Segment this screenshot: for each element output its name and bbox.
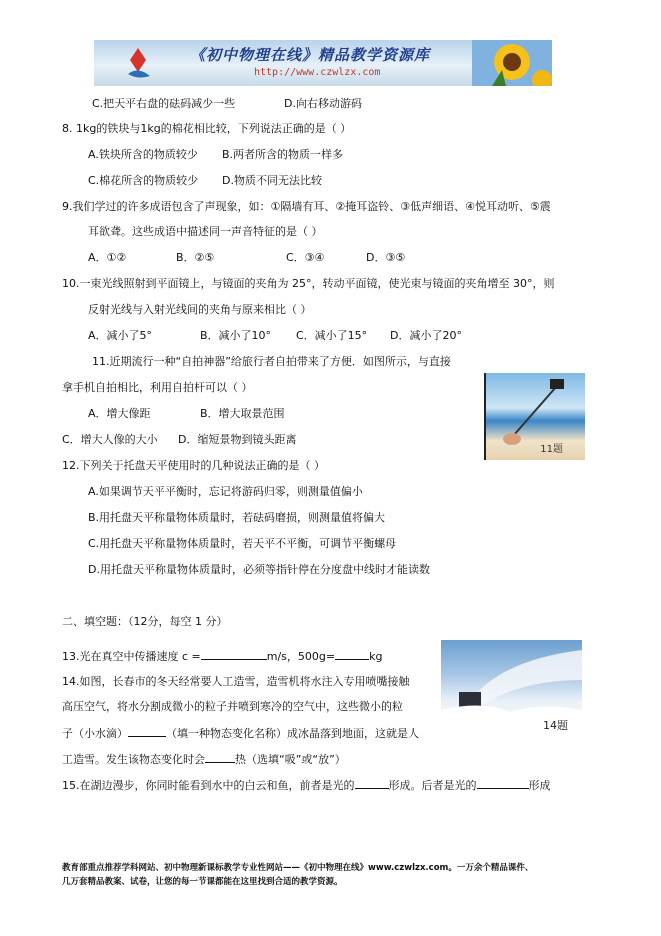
q13-stem: 13.光在真空中传播速度 c =	[62, 650, 201, 663]
q14-blank-1[interactable]	[128, 726, 166, 737]
q15-blank-1[interactable]	[355, 778, 389, 789]
q12-stem: 12.下列关于托盘天平使用时的几种说法正确的是（ ）	[62, 459, 325, 472]
q8-option-a: A.铁块所含的物质较少	[88, 148, 198, 161]
site-logo-icon	[124, 46, 152, 80]
q7-option-d: D.向右移动游码	[284, 97, 362, 110]
q10-option-b: B．减小了10°	[200, 329, 272, 342]
section-2-heading: 二、填空题：（12分，每空 1 分）	[62, 615, 228, 628]
q13-blank-1[interactable]	[201, 649, 267, 660]
q9-option-c: C．③④	[286, 251, 325, 264]
q9-option-b: B．②⑤	[176, 251, 215, 264]
sunflower-icon	[472, 40, 552, 86]
q9-option-d: D．③⑤	[366, 251, 406, 264]
q14-stem: 14.如图，长春市的冬天经常要人工造雪，造雪机将水注入专用喷嘴接触	[62, 675, 410, 688]
q13-blank-2[interactable]	[335, 649, 369, 660]
q15-line	[62, 778, 551, 793]
q14-blank-2[interactable]	[205, 752, 235, 763]
q11-caption: 11题	[540, 444, 563, 455]
q10-stem: 10.一束光线照射到平面镜上，与镜面的夹角为 25°，转动平面镜，使光束与镜面的夹角增至 30°，则	[62, 277, 555, 290]
q14-line-4	[62, 752, 346, 767]
q9-stem-2: 耳欲聋。这些成语中描述同一声音特征的是（ ）	[88, 225, 323, 238]
q14-caption: 14题	[543, 719, 568, 732]
banner-url: http://www.czwlzx.com	[254, 67, 381, 78]
q12-option-d: D.用托盘天平称量物体质量时，必须等指针停在分度盘中线时才能读数	[88, 563, 430, 576]
q7-option-c: C.把天平右盘的砝码减少一些	[92, 97, 236, 110]
header-banner	[94, 40, 552, 86]
q11-stem: 11.近期流行一种“自拍神器”给旅行者自拍带来了方便．如图所示，与直接	[92, 355, 451, 368]
q11-stem-2: 拿手机自拍相比，利用自拍杆可以（ ）	[62, 381, 253, 394]
q11-option-a: A．增大像距	[88, 407, 151, 420]
q12-option-a: A.如果调节天平平衡时，忘记将游码归零，则测量值偏小	[88, 485, 363, 498]
q14-line-3	[62, 726, 419, 741]
q13-line	[62, 649, 382, 664]
q12-option-c: C.用托盘天平称量物体质量时，若天平不平衡，可调节平衡螺母	[88, 537, 397, 550]
q10-option-a: A．减小了5°	[88, 329, 153, 342]
q9-option-a: A．①②	[88, 251, 127, 264]
q10-option-d: D．减小了20°	[390, 329, 462, 342]
snow-machine-photo	[441, 640, 582, 741]
q11-option-c: C．增大人像的大小	[62, 433, 158, 446]
q10-option-c: C．减小了15°	[296, 329, 368, 342]
q10-stem-2: 反射光线与入射光线间的夹角与原来相比（ ）	[88, 303, 312, 316]
q14-stem-2: 高压空气，将水分割成微小的粒子并喷到寒冷的空气中，这些微小的粒	[62, 700, 403, 713]
q15-stem-b: 形成。后者是光的	[388, 779, 477, 792]
q8-stem: 8. 1kg的铁块与1kg的棉花相比较，下列说法正确的是（ ）	[62, 122, 352, 135]
q8-option-b: B.两者所含的物质一样多	[222, 148, 344, 161]
q9-stem: 9.我们学过的许多成语包含了声现象，如：①隔墙有耳、②掩耳盗铃、③低声细语、④悦耳动听、⑤震	[62, 200, 551, 213]
selfie-stick-icon	[486, 373, 585, 460]
q15-blank-2[interactable]	[477, 778, 529, 789]
q11-option-b: B．增大取景范围	[200, 407, 285, 420]
q14-stem-3a: 子（小水滴）	[62, 727, 128, 740]
q15-stem-a: 15.在湖边漫步，你同时能看到水中的白云和鱼，前者是光的	[62, 779, 355, 792]
footer-line-1: 教育部重点推荐学科网站、初中物理新课标教学专业性网站——《初中物理在线》www.czwlzx.com。一万余个精品课件、	[62, 863, 534, 873]
q14-stem-4b: 热（选填“吸”或“放”）	[235, 753, 346, 766]
q13-unit: kg	[369, 650, 383, 663]
q14-stem-4a: 工造雪。发生该物态变化时会	[62, 753, 205, 766]
q15-stem-c: 形成	[528, 779, 551, 792]
q11-option-d: D．缩短景物到镜头距离	[178, 433, 297, 446]
banner-title: 《初中物理在线》精品教学资源库	[190, 46, 431, 64]
selfie-stick-photo	[484, 373, 585, 460]
q8-option-d: D.物质不同无法比较	[222, 174, 322, 187]
q13-mid: m/s，500g=	[266, 650, 336, 663]
footer-line-2: 几万套精品教案、试卷，让您的每一节课都能在这里找到合适的教学资源。	[62, 877, 343, 887]
q8-option-c: C.棉花所含的物质较少	[88, 174, 199, 187]
q14-stem-3b: （填一种物态变化名称）成冰晶落到地面，这就是人	[166, 727, 419, 740]
q12-option-b: B.用托盘天平称量物体质量时，若砝码磨损，则测量值将偏大	[88, 511, 386, 524]
